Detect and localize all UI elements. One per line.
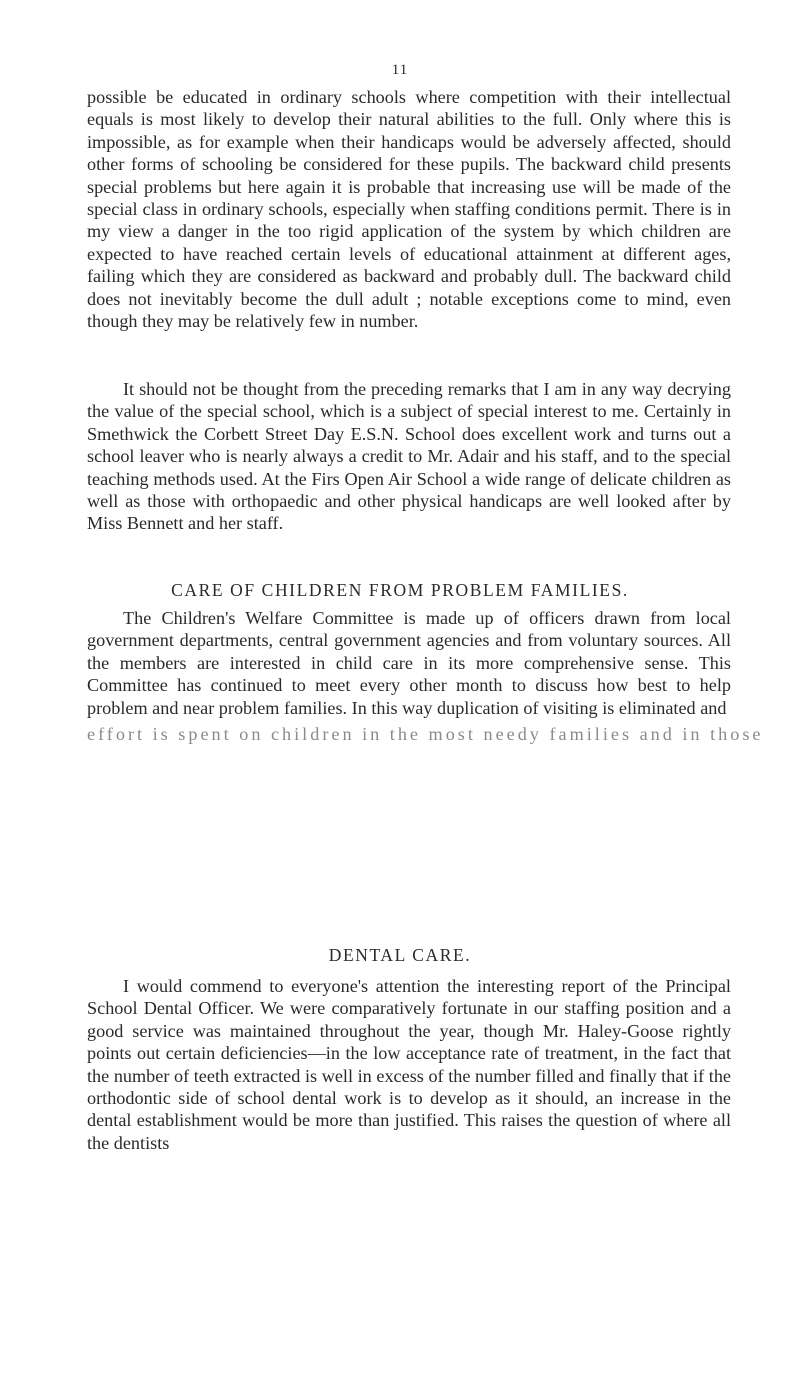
body-text-block-3 <box>87 607 731 719</box>
paragraph-special-school-value: It should not be thought from the preceding remarks that I am in any way decrying the value of the special school, which is a subject of special interest to me. Certainly in Smethwick the Corbett Street Day E.S.N. School does excellent work and turns out a school leaver who is nearly always a credit to Mr. Adair and his staff, and to the special teaching methods used. At the Firs Open Air School a wide range of delicate children as well as those with orthopaedic and other physical handicaps are well looked after by Miss Bennett and her staff. <box>87 379 731 534</box>
paragraph-childrens-welfare-committee: The Children's Welfare Committee is made up of officers drawn from local government departments, central government agencies and from voluntary sources. All the members are interested in child care in its more comprehensive sense. This Committee has continued to meet every other month to discuss how best to help problem and near problem families. In this way duplication of visiting is eliminated and <box>87 608 731 718</box>
truncated-text: effort is spent on children in the most needy families and in those <box>87 724 764 744</box>
paragraph-dental-report: I would commend to everyone's attention the interesting report of the Principal School Dental Officer. We were comparatively fortunate in our staffing position and a good service was maintained throughout the year, though Mr. Haley-Goose rightly points out certain deficiencies—in the low acceptance rate of treatment, in the fact that the number of teeth extracted is well in excess of the number filled and finally that if the orthodontic side of school dental work is to develop as it should, an increase in the dental establishment would be more than justified. This raises the question of where all the dentists <box>87 976 731 1153</box>
body-text-block-2 <box>87 378 731 535</box>
paragraph-special-schooling: possible be educated in ordinary schools where competition with their intellectual equals is most likely to develop their natural abilities to the full. Only where this is impossible, as for example when their handicaps would be adversely affected, should other forms of schooling be considered for these pupils. The backward child presents special problems but here again it is probable that increasing use will be made of the special class in ordinary schools, especially when staffing conditions permit. There is in my view a danger in the too rigid application of the system by which children are expected to have reached certain levels of educational attainment at different ages, failing which they are considered as backward and probably dull. The backward child does not inevitably become the dull adult ; notable exceptions come to mind, even though they may be relatively few in number. <box>87 87 731 332</box>
body-text-block-1 <box>87 86 731 332</box>
truncated-text-line <box>87 724 764 746</box>
heading-dental-care: DENTAL CARE. <box>328 945 472 965</box>
heading-problem-families: CARE OF CHILDREN FROM PROBLEM FAMILIES. <box>171 580 629 600</box>
page-number: 11 <box>391 62 409 78</box>
body-text-block-4 <box>87 975 731 1154</box>
